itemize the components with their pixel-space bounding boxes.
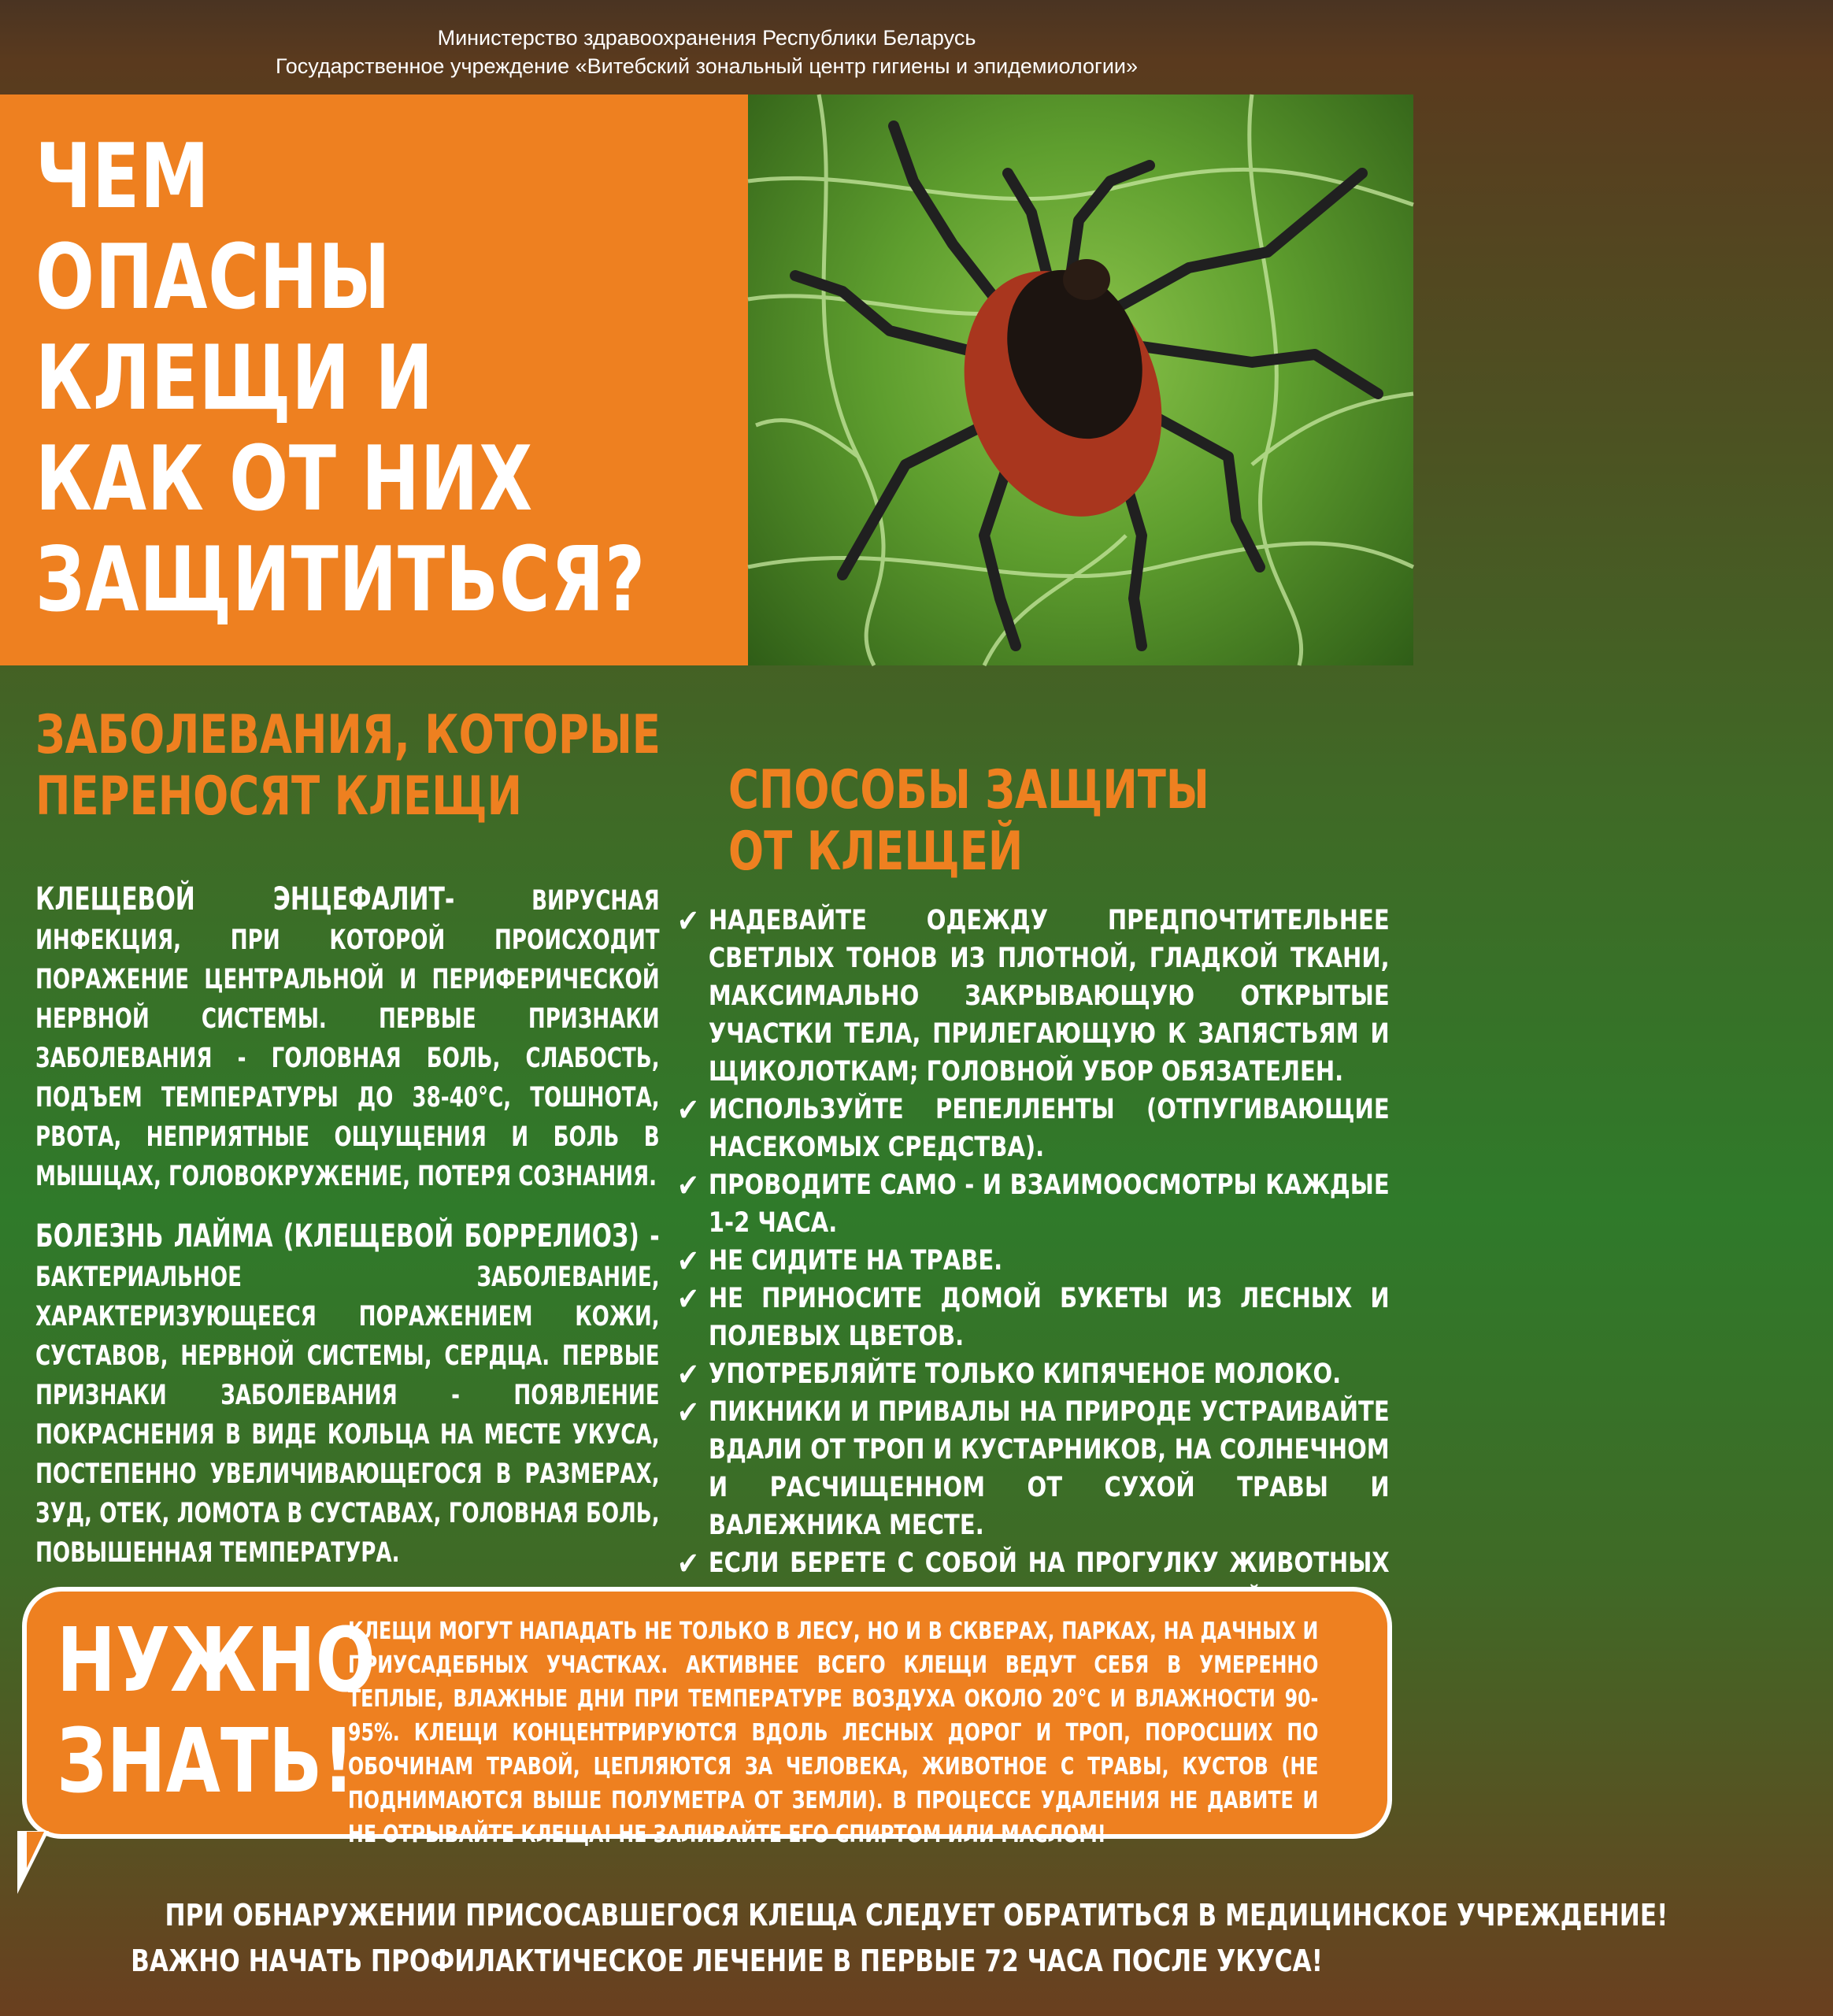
protection-item xyxy=(677,1242,1390,1280)
encephalitis-paragraph xyxy=(35,880,660,1196)
checkmark-icon: ✔ xyxy=(677,1357,699,1393)
title-line-4: ЗАЩИТИТЬСЯ? xyxy=(35,528,646,632)
checkmark-icon: ✔ xyxy=(677,1281,699,1317)
protection-item xyxy=(677,1280,1390,1355)
footer-line-1: ПРИ ОБНАРУЖЕНИИ ПРИСОСАВШЕГОСЯ КЛЕЩА СЛЕДУЕТ ОБРАТИТЬСЯ В МЕДИЦИНСКОЕ УЧРЕЖДЕНИЕ! xyxy=(165,1898,1668,1933)
protection-list xyxy=(677,902,1390,1620)
protection-heading-line-1: СПОСОБЫ ЗАЩИТЫ xyxy=(728,759,1209,821)
diseases-heading xyxy=(35,705,661,828)
protection-item xyxy=(677,1091,1390,1166)
tick-illustration xyxy=(748,94,1413,665)
header-ministry: Министерство здравоохранения Республики Беларусь xyxy=(437,26,976,50)
title-line-3: КАК ОТ НИХ xyxy=(35,427,534,531)
footer-line-2: ВАЖНО НАЧАТЬ ПРОФИЛАКТИЧЕСКОЕ ЛЕЧЕНИЕ В ПЕРВЫЕ 72 ЧАСА ПОСЛЕ УКУСА! xyxy=(131,1944,1323,1978)
protection-item xyxy=(677,902,1390,1091)
checkmark-icon: ✔ xyxy=(677,1395,699,1431)
protection-item xyxy=(677,1393,1390,1544)
protection-item-text: ПРОВОДИТЕ САМО - И ВЗАИМООСМОТРЫ КАЖДЫЕ 1-2 ЧАСА. xyxy=(708,1169,1390,1239)
protection-item-text: НЕ ПРИНОСИТЕ ДОМОЙ БУКЕТЫ ИЗ ЛЕСНЫХ И ПОЛЕВЫХ ЦВЕТОВ. xyxy=(708,1283,1390,1352)
need-to-know-text: КЛЕЩИ МОГУТ НАПАДАТЬ НЕ ТОЛЬКО В ЛЕСУ, НО И В СКВЕРАХ, ПАРКАХ, НА ДАЧНЫХ И ПРИУСАДЕБНЫХ УЧАСТКАХ. АКТИВНЕЕ ВСЕГО КЛЕЩИ ВЕДУТ СЕБЯ В УМЕРЕННО ТЕПЛЫЕ, ВЛАЖНЫЕ ДНИ ПРИ ТЕМПЕРАТУРЕ ВОЗДУХА ОКОЛО 20°С И ВЛАЖНОСТИ 90-95%. КЛЕЩИ КОНЦЕНТРИРУЮТСЯ ВДОЛЬ ЛЕСНЫХ ДОРОГ И ТРОП, ПОРОСШИХ ПО ОБОЧИНАМ ТРАВОЙ, ЦЕПЛЯЮТСЯ ЗА ЧЕЛОВЕКА, ЖИВОТНОЕ С ТРАВЫ, КУСТОВ (НЕ ПОДНИМАЮТСЯ ВЫШЕ ПОЛУМЕТРА ОТ ЗЕМЛИ). В ПРОЦЕССЕ УДАЛЕНИЯ НЕ ДАВИТЕ И НЕ ОТРЫВАЙТЕ КЛЕЩА! НЕ ЗАЛИВАЙТЕ ЕГО СПИРТОМ ИЛИ МАСЛОМ! xyxy=(348,1618,1319,1848)
diseases-heading-line-2: ПЕРЕНОСЯТ КЛЕЩИ xyxy=(35,765,522,828)
diseases-heading-line-1: ЗАБОЛЕВАНИЯ, КОТОРЫЕ xyxy=(35,704,661,766)
header-institution: Государственное учреждение «Витебский зональный центр гигиены и эпидемиологии» xyxy=(275,54,1139,78)
checkmark-icon: ✔ xyxy=(677,1546,699,1582)
protection-item xyxy=(677,1166,1390,1242)
speech-bubble-tail-fill xyxy=(27,1832,44,1868)
protection-item-text: НАДЕВАЙТЕ ОДЕЖДУ ПРЕДПОЧТИТЕЛЬНЕЕ СВЕТЛЫХ ТОНОВ ИЗ ПЛОТНОЙ, ГЛАДКОЙ ТКАНИ, МАКСИМАЛЬНО ЗАКРЫВАЮЩУЮ ОТКРЫТЫЕ УЧАСТКИ ТЕЛА, ПРИЛЕГАЮЩУЮ К ЗАПЯСТЬЯМ И ЩИКОЛОТКАМ; ГОЛОВНОЙ УБОР ОБЯЗАТЕЛЕН. xyxy=(708,905,1390,1088)
page-title xyxy=(35,124,646,632)
need-to-know-label-line-2: ЗНАТЬ! xyxy=(57,1710,355,1813)
lyme-paragraph xyxy=(35,1217,660,1573)
protection-item-text: ЕСЛИ БЕРЕТЕ С СОБОЙ НА ПРОГУЛКУ ЖИВОТНЫХ xyxy=(708,1547,1390,1579)
protection-item-text: ПИКНИКИ И ПРИВАЛЫ НА ПРИРОДЕ УСТРАИВАЙТЕ ВДАЛИ ОТ ТРОП И КУСТАРНИКОВ, НА СОЛНЕЧНОМ И РАСЧИЩЕННОМ ОТ СУХОЙ ТРАВЫ И ВАЛЕЖНИКА МЕСТЕ. xyxy=(708,1396,1390,1541)
lyme-lead: БОЛЕЗНЬ ЛАЙМА (КЛЕЩЕВОЙ БОРРЕЛИОЗ) - xyxy=(35,1218,660,1254)
protection-item-text: УПОТРЕБЛЯЙТЕ ТОЛЬКО КИПЯЧЕНОЕ МОЛОКО. xyxy=(708,1358,1342,1390)
need-to-know-label-line-1: НУЖНО xyxy=(57,1610,376,1712)
title-line-1: ЧЕМ ОПАСНЫ xyxy=(35,124,391,329)
checkmark-icon: ✔ xyxy=(677,1092,699,1128)
checkmark-icon: ✔ xyxy=(677,1168,699,1204)
checkmark-icon: ✔ xyxy=(677,903,699,939)
protection-item-text: ИСПОЛЬЗУЙТЕ РЕПЕЛЛЕНТЫ (ОТПУГИВАЮЩИЕ НАСЕКОМЫХ СРЕДСТВА). xyxy=(708,1094,1390,1163)
lyme-text: БАКТЕРИАЛЬНОЕ ЗАБОЛЕВАНИЕ, ХАРАКТЕРИЗУЮЩЕЕСЯ ПОРАЖЕНИЕМ КОЖИ, СУСТАВОВ, НЕРВНОЙ СИСТЕМЫ, СЕРДЦА. ПЕРВЫЕ ПРИЗНАКИ ЗАБОЛЕВАНИЯ - ПОЯВЛЕНИЕ ПОКРАСНЕНИЯ В ВИДЕ КОЛЬЦА НА МЕСТЕ УКУСА, ПОСТЕПЕННО УВЕЛИЧИВАЮЩЕГОСЯ В РАЗМЕРАХ, ЗУД, ОТЕК, ЛОМОТА В СУСТАВАХ, ГОЛОВНАЯ БОЛЬ, ПОВЫШЕННАЯ ТЕМПЕРАТУРА. xyxy=(35,1262,660,1569)
encephalitis-text: ВИРУСНАЯ ИНФЕКЦИЯ, ПРИ КОТОРОЙ ПРОИСХОДИТ ПОРАЖЕНИЕ ЦЕНТРАЛЬНОЙ И ПЕРИФЕРИЧЕСКОЙ НЕРВНОЙ СИСТЕМЫ. ПЕРВЫЕ ПРИЗНАКИ ЗАБОЛЕВАНИЯ - ГОЛОВНАЯ БОЛЬ, СЛАБОСТЬ, ПОДЪЕМ ТЕМПЕРАТУРЫ ДО 38-40°С, ТОШНОТА, РВОТА, НЕПРИЯТНЫЕ ОЩУЩЕНИЯ И БОЛЬ В МЫШЦАХ, ГОЛОВОКРУЖЕНИЕ, ПОТЕРЯ СОЗНАНИЯ. xyxy=(35,885,660,1192)
tick-photo xyxy=(748,94,1413,665)
checkmark-icon: ✔ xyxy=(677,1243,699,1280)
encephalitis-lead: КЛЕЩЕВОЙ ЭНЦЕФАЛИТ- xyxy=(35,881,455,917)
need-to-know-label xyxy=(57,1610,376,1813)
protection-heading xyxy=(728,760,1209,883)
protection-item xyxy=(677,1355,1390,1393)
header xyxy=(0,24,1413,80)
protection-heading-line-2: ОТ КЛЕЩЕЙ xyxy=(728,821,1024,883)
title-line-2: КЛЕЩИ И xyxy=(35,326,434,430)
protection-item-text: НЕ СИДИТЕ НА ТРАВЕ. xyxy=(708,1245,1003,1277)
